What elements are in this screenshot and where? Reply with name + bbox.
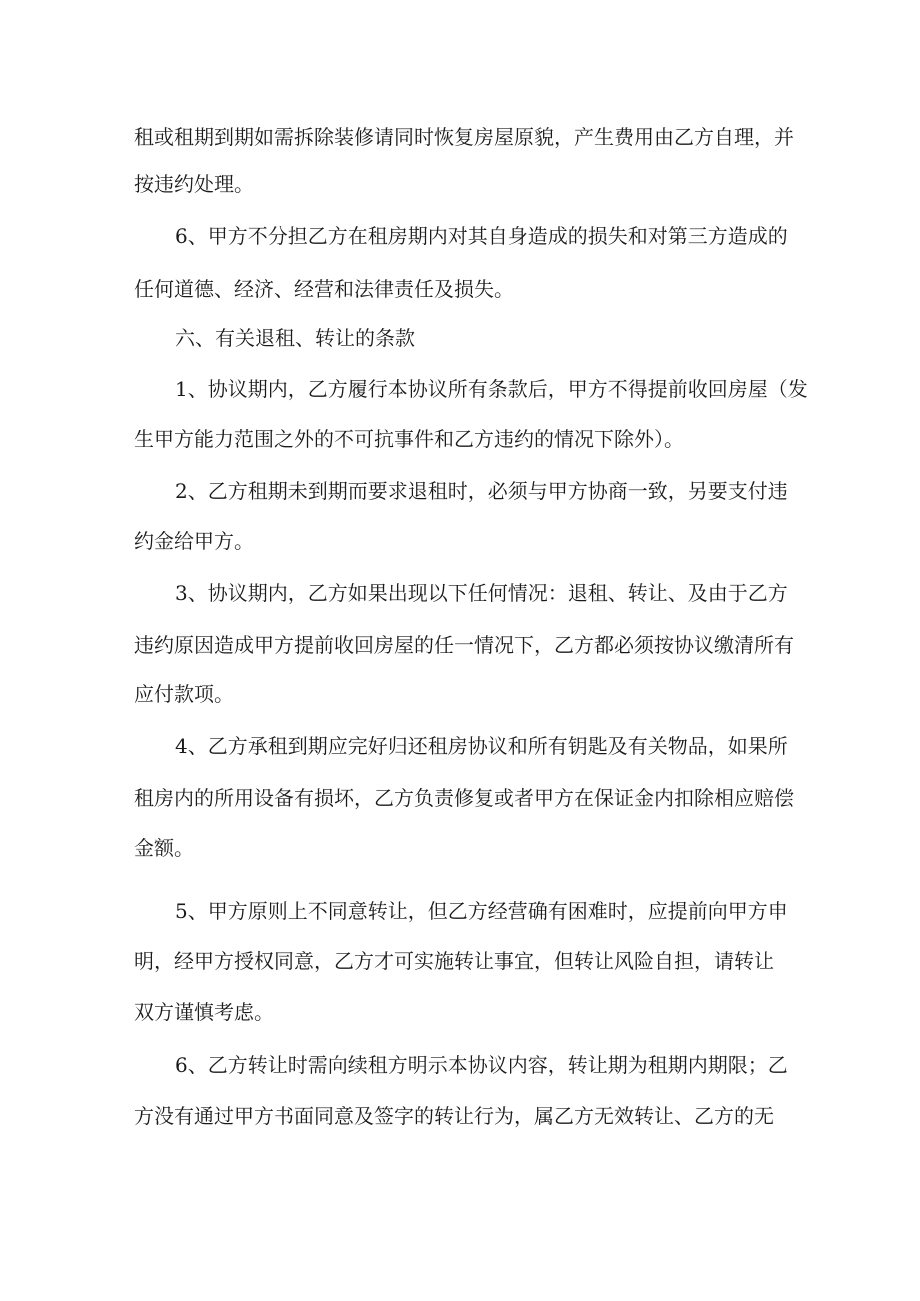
paragraph-line: 4、乙方承租到期应完好归还租房协议和所有钥匙及有关物品，如果所: [175, 734, 788, 758]
paragraph-line: 方没有通过甲方书面同意及签字的转让行为，属乙方无效转让、乙方的无: [134, 1104, 774, 1128]
paragraph-line: 6、甲方不分担乙方在租房期内对其自身造成的损失和对第三方造成的: [175, 224, 788, 248]
paragraph-line: 租或租期到期如需拆除装修请同时恢复房屋原貌，产生费用由乙方自理，并: [134, 125, 794, 149]
paragraph-line: 应付款项。: [134, 682, 234, 706]
paragraph-line: 1、协议期内，乙方履行本协议所有条款后，甲方不得提前收回房屋（发: [175, 377, 808, 401]
paragraph-line: 6、乙方转让时需向续租方明示本协议内容，转让期为租期内期限；乙: [175, 1053, 788, 1077]
paragraph-line: 2、乙方租期未到期而要求退租时，必须与甲方协商一致，另要支付违: [175, 479, 788, 503]
paragraph-line: 金额。: [134, 836, 194, 860]
paragraph-line: 双方谨慎考虑。: [134, 1000, 274, 1024]
paragraph-line: 按违约处理。: [134, 172, 254, 196]
paragraph-line: 5、甲方原则上不同意转让，但乙方经营确有困难时，应提前向甲方申: [175, 899, 788, 923]
paragraph-line: 违约原因造成甲方提前收回房屋的任一情况下，乙方都必须按协议缴清所有: [134, 633, 794, 657]
section-heading: 六、有关退租、转让的条款: [175, 326, 415, 350]
paragraph-line: 明，经甲方授权同意，乙方才可实施转让事宜，但转让风险自担，请转让: [134, 949, 774, 973]
paragraph-line: 约金给甲方。: [134, 529, 254, 553]
paragraph-line: 3、协议期内，乙方如果出现以下任何情况：退租、转让、及由于乙方: [175, 581, 788, 605]
paragraph-line: 租房内的所用设备有损坏，乙方负责修复或者甲方在保证金内扣除相应赔偿: [134, 786, 794, 810]
paragraph-line: 生甲方能力范围之外的不可抗事件和乙方违约的情况下除外）。: [134, 427, 684, 451]
paragraph-line: 任何道德、经济、经营和法律责任及损失。: [134, 277, 514, 301]
